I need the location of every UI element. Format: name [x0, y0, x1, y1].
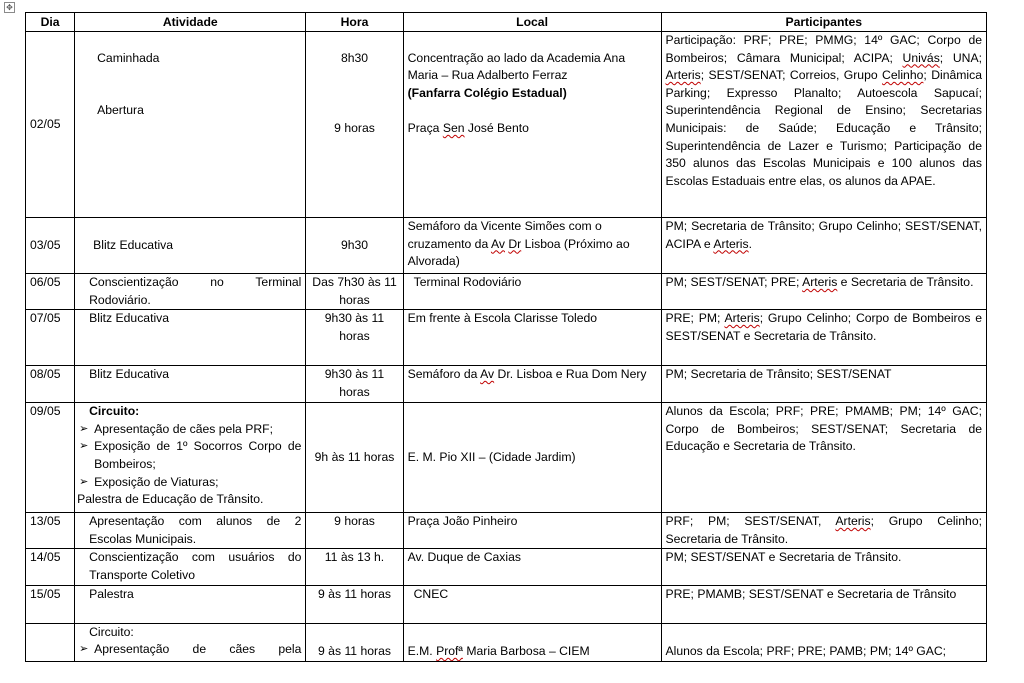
cell-participantes — [661, 310, 987, 366]
cell-local: Av. Duque de Caxias — [403, 549, 661, 585]
participants-part: PM; Secretaria de Trânsito; Grupo Celinho; SEST/SENAT, ACIPA e — [665, 219, 982, 251]
cell-atividade: Apresentação com alunos de 2 Escolas Municipais. — [75, 513, 306, 549]
location-part: Lisboa (Próximo ao Alvorada) — [407, 236, 630, 269]
cell-atividade: Blitz Educativa — [75, 310, 306, 366]
cell-dia: 09/05 — [26, 403, 75, 513]
cell-local: Em frente à Escola Clarisse Toledo — [403, 310, 661, 366]
location-text-2 — [408, 120, 657, 138]
cell-participantes: PM; SEST/SENAT e Secretaria de Trânsito. — [661, 549, 987, 585]
circuit-title: Circuito: — [89, 404, 140, 419]
cell-local: Praça João Pinheiro — [403, 513, 661, 549]
schedule-table — [25, 12, 987, 662]
table-row — [26, 549, 987, 585]
cell-participantes: Alunos da Escola; PRF; PRE; PAMB; PM; 14º GAC; — [661, 623, 987, 661]
cell-local: CNEC — [403, 585, 661, 623]
header-participantes: Participantes — [661, 13, 987, 32]
cell-hora: 9h às 11 horas — [306, 403, 403, 513]
cell-atividade — [75, 403, 306, 513]
cell-dia: 03/05 — [26, 218, 75, 274]
header-row — [26, 13, 987, 32]
header-hora: Hora — [306, 13, 403, 32]
cell-hora: 9 às 11 horas — [306, 623, 403, 661]
location-part: Maria Barbosa – CIEM — [462, 643, 590, 658]
list-item: ➢ Apresentação de cães pela — [77, 641, 301, 659]
cell-atividade: Blitz Educativa — [75, 366, 306, 403]
participants-part-spell: Arteris — [665, 68, 701, 83]
location-part: E.M. — [407, 643, 437, 658]
participants-part-spell: Arteris — [802, 275, 838, 289]
activity-text: Palestra de Educação de Trânsito. — [77, 492, 264, 507]
cell-hora: 9h30 às 11 horas — [306, 310, 403, 366]
cell-dia: 06/05 — [26, 274, 75, 310]
cell-local — [403, 366, 661, 403]
cell-local — [403, 623, 661, 661]
cell-participantes — [661, 274, 987, 310]
cell-local: E. M. Pio XII – (Cidade Jardim) — [403, 403, 661, 513]
location-part-spell: Av — [480, 367, 495, 382]
cell-local — [403, 218, 661, 274]
cell-atividade: Conscientização no Terminal Rodoviário. — [75, 274, 306, 310]
cell-dia: 02/05 — [26, 32, 75, 218]
header-dia: Dia — [26, 13, 75, 32]
cell-local: Terminal Rodoviário — [403, 274, 661, 310]
table-row — [26, 218, 987, 274]
table-move-handle-icon[interactable]: ✥ — [4, 2, 15, 13]
cell-atividade: Palestra — [75, 585, 306, 623]
participants-part: . — [748, 236, 752, 251]
circuit-title: Circuito: — [89, 624, 134, 639]
location-part: Semáforo da Vicente Simões com o cruzamento da — [407, 219, 602, 251]
location-part: Semáforo da — [407, 367, 481, 382]
time-text: 9 horas — [334, 120, 375, 135]
cell-dia: 08/05 — [26, 366, 75, 403]
table-row — [26, 366, 987, 403]
location-part: Praça — [407, 120, 443, 135]
participants-part: PRF; PM; SEST/SENAT, — [665, 514, 836, 529]
location-bold-text: (Fanfarra Colégio Estadual) — [407, 85, 567, 100]
table-row — [26, 274, 987, 310]
table-row — [26, 32, 987, 218]
cell-participantes: Alunos da Escola; PRF; PRE; PMAMB; PM; 14º GAC; Corpo de Bombeiros; SEST/SENAT; Secretaria de Educação e Secretaria de Trânsito. — [661, 403, 987, 513]
list-item: ➢ Apresentação de cães pela PRF; — [77, 421, 301, 439]
cell-atividade — [75, 623, 306, 661]
cell-participantes: PM; Secretaria de Trânsito; SEST/SENAT — [661, 366, 987, 403]
participants-part: ; Grupo Celinho; Secretaria de Trânsito. — [665, 514, 982, 546]
page-bottom-edge — [0, 668, 1024, 683]
table-row — [26, 310, 987, 366]
location-part-spell: Profª — [436, 643, 463, 658]
activity-text: Abertura — [97, 103, 144, 118]
cell-atividade: Blitz Educativa — [75, 218, 306, 274]
participants-part-spell: Arteris — [835, 514, 871, 529]
location-part-spell: Av — [490, 236, 505, 251]
cell-local — [403, 32, 661, 218]
participants-part: ; Grupo Celinho; Corpo de Bombeiros e SEST/SENAT e Secretaria de Trânsito. — [665, 311, 982, 343]
cell-hora: 9 horas — [306, 513, 403, 549]
list-item: ➢ Exposição de 1º Socorros Corpo de Bombeiros; — [77, 438, 301, 473]
cell-hora: Das 7h30 às 11 horas — [306, 274, 403, 310]
cell-atividade: Conscientização com usuários do Transporte Coletivo — [75, 549, 306, 585]
participants-part: ; UNA; — [939, 50, 982, 65]
cell-dia: 13/05 — [26, 513, 75, 549]
time-text: 8h30 — [340, 50, 369, 65]
participants-part-spell: Celinho — [882, 68, 924, 83]
participants-part: Participação: PRF; PRE; PMMG; 14º GAC; Corpo de Bombeiros; Câmara Municipal; ACIPA; — [665, 33, 982, 65]
participants-part-spell: Arteris — [724, 311, 760, 326]
header-local: Local — [403, 13, 661, 32]
participants-part: e Secretaria de Trânsito. — [837, 275, 974, 289]
cell-atividade — [75, 32, 306, 218]
cell-hora — [306, 32, 403, 218]
participants-part: ; Dinâmica Parking; Expresso Planalto; Autoescola Sapucaí; Superintendência Regional de Ensino; Secretarias Municipais: de Saúde; Educação e Trânsito; Superintendência de Lazer e Turismo; Participação de 350 alunos das Escolas Municipais e 100 alunos das Escolas Estaduais entre elas, os alunos da APAE. — [665, 68, 982, 188]
location-part: Dr. Lisboa e Rua Dom Nery — [494, 367, 647, 382]
cell-dia: 15/05 — [26, 585, 75, 623]
participants-part: ; SEST/SENAT; Correios, Grupo — [700, 68, 883, 83]
cell-participantes — [661, 513, 987, 549]
header-atividade: Atividade — [75, 13, 306, 32]
table-row — [26, 585, 987, 623]
location-text: Concentração ao lado da Academia Ana Maria – Rua Adalberto Ferraz — [407, 50, 626, 83]
cell-dia — [26, 623, 75, 661]
activity-text: Caminhada — [97, 50, 160, 65]
cell-participantes — [661, 218, 987, 274]
participants-part: PRE; PM; — [665, 311, 725, 326]
location-part: José Bento — [464, 120, 529, 135]
cell-dia: 14/05 — [26, 549, 75, 585]
participants-part-spell: Arteris — [713, 236, 749, 251]
cell-participantes — [661, 32, 987, 218]
participants-part-spell: Univás — [902, 50, 940, 65]
cell-hora: 9h30 — [306, 218, 403, 274]
table-row — [26, 623, 987, 661]
cell-participantes: PRE; PMAMB; SEST/SENAT e Secretaria de Trânsito — [661, 585, 987, 623]
table-row — [26, 513, 987, 549]
cell-dia: 07/05 — [26, 310, 75, 366]
list-item: ➢ Exposição de Viaturas; — [77, 474, 301, 492]
location-part-spell: Sen — [442, 120, 465, 135]
cell-hora: 9h30 às 11 horas — [306, 366, 403, 403]
cell-hora: 9 às 11 horas — [306, 585, 403, 623]
table-row — [26, 403, 987, 513]
cell-hora: 11 às 13 h. — [306, 549, 403, 585]
participants-part: PM; SEST/SENAT; PRE; — [665, 275, 803, 289]
location-part-spell: Dr — [508, 236, 522, 251]
